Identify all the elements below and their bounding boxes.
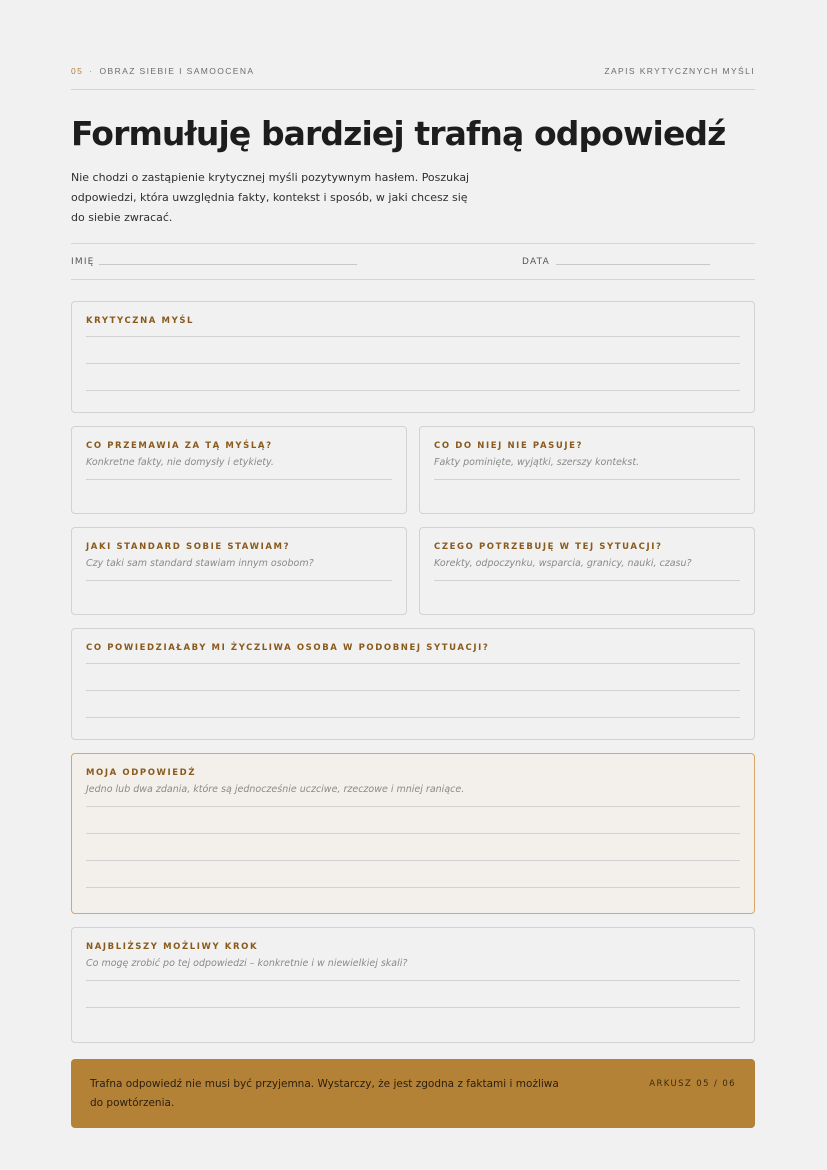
writing-line[interactable] <box>86 887 740 888</box>
writing-line[interactable] <box>86 690 740 691</box>
card-my-answer <box>71 753 755 914</box>
card-standard <box>71 527 407 615</box>
card-title: CZEGO POTRZEBUJĘ W TEJ SYTUACJI? <box>434 542 663 552</box>
footer-quote: Trafna odpowiedź nie musi być przyjemna. Wystarczy, że jest zgodna z faktami i możliwa do powtórzenia. <box>90 1078 559 1109</box>
date-field[interactable] <box>556 264 710 265</box>
card-title: CO POWIEDZIAŁABY MI ŻYCZLIWA OSOBA W PODOBNEJ SYTUACJI? <box>86 643 490 653</box>
writing-line[interactable] <box>86 806 740 807</box>
writing-line[interactable] <box>86 363 740 364</box>
writing-line[interactable] <box>86 833 740 834</box>
writing-line[interactable] <box>434 479 740 480</box>
card-hint: Korekty, odpoczynku, wsparcia, granicy, nauki, czasu? <box>434 558 692 569</box>
card-hint: Fakty pominięte, wyjątki, szerszy kontekst. <box>434 457 640 468</box>
card-hint: Konkretne fakty, nie domysły i etykiety. <box>86 457 274 468</box>
worksheet-page <box>71 0 755 1170</box>
card-title: CO DO NIEJ NIE PASUJE? <box>434 441 584 451</box>
card-hint: Jedno lub dwa zdania, które są jednocześnie uczciwe, rzeczowe i mniej raniące. <box>86 784 465 795</box>
sheet-number: ARKUSZ 05 / 06 <box>649 1079 736 1089</box>
writing-line[interactable] <box>86 980 740 981</box>
card-kind-person <box>71 628 755 740</box>
card-hint: Czy taki sam standard stawiam innym osobom? <box>86 558 314 569</box>
intro-text: Nie chodzi o zastąpienie krytycznej myśli pozytywnym hasłem. Poszukaj odpowiedzi, która uwzględnia fakty, kontekst i sposób, w jaki chcesz się do siebie zwracać. <box>71 171 470 224</box>
worksheet-series-label: ZAPIS KRYTYCZNYCH MYŚLI <box>604 66 755 76</box>
section-number: 05 <box>71 66 84 76</box>
name-date-bar <box>71 243 755 280</box>
date-label: DATA <box>522 257 550 267</box>
separator: · <box>89 66 94 76</box>
card-for-thought <box>71 426 407 514</box>
card-title: CO PRZEMAWIA ZA TĄ MYŚLĄ? <box>86 441 273 451</box>
card-title: KRYTYCZNA MYŚL <box>86 316 195 326</box>
writing-line[interactable] <box>86 1007 740 1008</box>
writing-line[interactable] <box>86 336 740 337</box>
card-needs <box>419 527 755 615</box>
page-title: Formułuję bardziej trafną odpowiedź <box>71 114 726 153</box>
card-next-step <box>71 927 755 1043</box>
writing-line[interactable] <box>86 860 740 861</box>
card-against-thought <box>419 426 755 514</box>
name-label: IMIĘ <box>71 257 95 267</box>
card-hint: Co mogę zrobić po tej odpowiedzi – konkretnie i w niewielkiej skali? <box>86 958 408 969</box>
name-field[interactable] <box>99 264 357 265</box>
writing-line[interactable] <box>86 390 740 391</box>
card-title: NAJBLIŻSZY MOŻLIWY KROK <box>86 942 259 952</box>
writing-line[interactable] <box>86 580 392 581</box>
header-bar <box>71 66 755 90</box>
footer-banner <box>71 1059 755 1128</box>
card-title: MOJA ODPOWIEDŹ <box>86 768 197 778</box>
card-critical-thought <box>71 301 755 413</box>
writing-line[interactable] <box>434 580 740 581</box>
writing-line[interactable] <box>86 663 740 664</box>
writing-line[interactable] <box>86 479 392 480</box>
card-title: JAKI STANDARD SOBIE STAWIAM? <box>86 542 291 552</box>
section-name: OBRAZ SIEBIE I SAMOOCENA <box>99 66 255 76</box>
writing-line[interactable] <box>86 717 740 718</box>
section-breadcrumb <box>71 66 255 76</box>
